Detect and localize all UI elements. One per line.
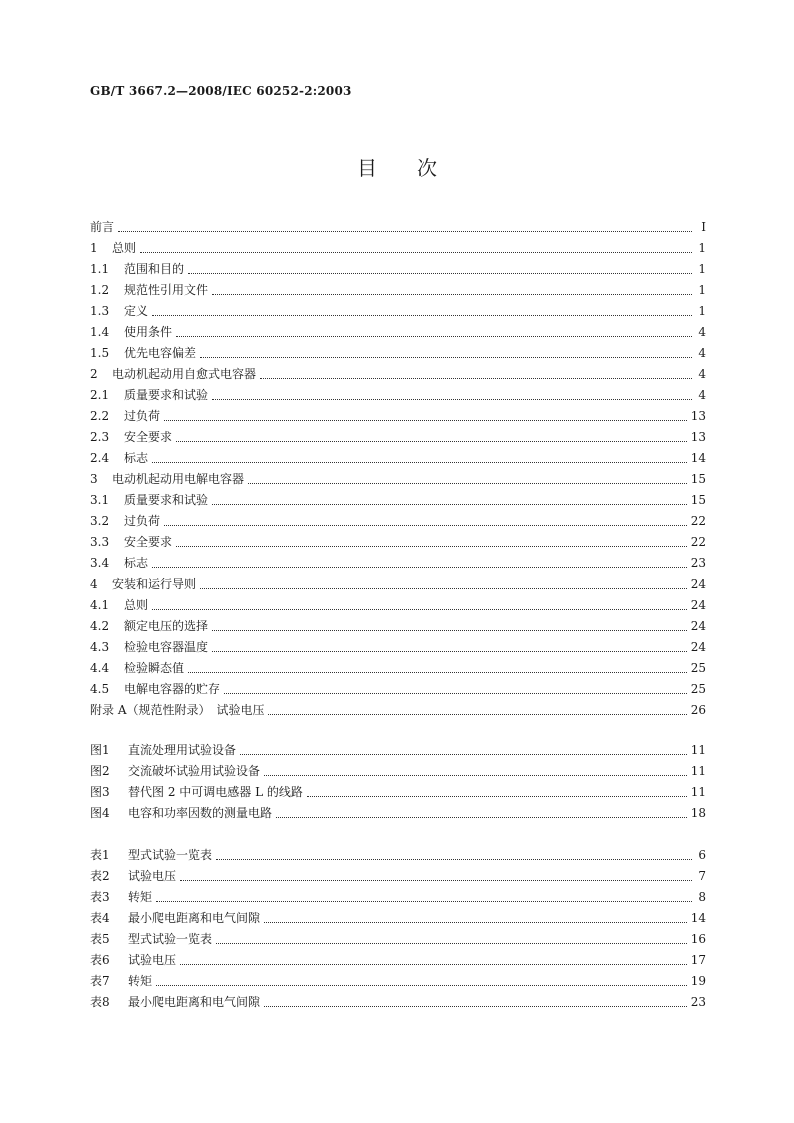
- section-number: 1.3: [90, 304, 110, 318]
- dot-leader: [180, 879, 692, 881]
- section-title: 过负荷: [124, 409, 161, 423]
- section-page-number: 14: [690, 451, 706, 465]
- table-title: 最小爬电距离和电气间隙: [128, 911, 261, 925]
- table-title: 最小爬电距离和电气间隙: [128, 995, 261, 1009]
- section-page-number: 4: [698, 388, 706, 402]
- section-title: 电动机起动用电解电容器: [112, 472, 245, 486]
- dot-leader: [188, 272, 692, 274]
- section-number: 1: [90, 241, 98, 255]
- figure-title: 交流破坏试验用试验设备: [128, 764, 261, 778]
- dot-leader: [152, 314, 692, 316]
- section-page-number: 24: [690, 619, 706, 633]
- section-title: 总则: [112, 241, 137, 255]
- section-title: 质量要求和试验: [124, 388, 209, 402]
- table-entry[interactable]: [90, 845, 706, 866]
- section-entry[interactable]: [90, 469, 706, 490]
- table-page-number: 6: [698, 848, 706, 862]
- dot-leader: [212, 503, 687, 505]
- section-title: 定义: [124, 304, 149, 318]
- section-entry[interactable]: [90, 490, 706, 511]
- table-number: 表1: [90, 848, 110, 862]
- toc-figures: [90, 740, 706, 824]
- section-number: 3: [90, 472, 98, 486]
- toc-tables: [90, 845, 706, 1013]
- section-number: 3.3: [90, 535, 110, 549]
- section-entry[interactable]: [90, 658, 706, 679]
- figure-entry[interactable]: [90, 782, 706, 803]
- figure-page-number: 18: [690, 806, 706, 820]
- dot-leader: [248, 482, 687, 484]
- section-page-number: 15: [690, 493, 706, 507]
- section-page-number: 15: [690, 472, 706, 486]
- section-number: 1.5: [90, 346, 110, 360]
- table-page-number: 23: [690, 995, 706, 1009]
- page-title: 目次: [357, 156, 477, 180]
- dot-leader: [212, 629, 687, 631]
- figure-number: 图2: [90, 764, 110, 778]
- dot-leader: [152, 461, 687, 463]
- table-number: 表5: [90, 932, 110, 946]
- section-title: 检验电容器温度: [124, 640, 209, 654]
- dot-leader: [176, 440, 687, 442]
- section-entry[interactable]: [90, 322, 706, 343]
- section-number: 4.3: [90, 640, 110, 654]
- section-page-number: 25: [690, 682, 706, 696]
- section-number: 2: [90, 367, 98, 381]
- dot-leader: [212, 650, 687, 652]
- section-number: 2.2: [90, 409, 110, 423]
- table-entry[interactable]: [90, 908, 706, 929]
- dot-leader: [260, 377, 692, 379]
- table-number: 表2: [90, 869, 110, 883]
- section-entry[interactable]: [90, 616, 706, 637]
- dot-leader: [276, 816, 687, 818]
- dot-leader: [216, 942, 687, 944]
- section-title: 安装和运行导则: [112, 577, 197, 591]
- dot-leader: [212, 293, 692, 295]
- section-page-number: 25: [690, 661, 706, 675]
- toc-sections: [90, 217, 706, 721]
- table-entry[interactable]: [90, 971, 706, 992]
- section-number: 1.4: [90, 325, 110, 339]
- section-number: 3.2: [90, 514, 110, 528]
- figure-number: 图4: [90, 806, 110, 820]
- section-number: 4: [90, 577, 98, 591]
- section-page-number: 4: [698, 346, 706, 360]
- section-number: 1.2: [90, 283, 110, 297]
- section-entry[interactable]: [90, 448, 706, 469]
- section-page-number: 1: [698, 241, 706, 255]
- section-number: 4.4: [90, 661, 110, 675]
- section-page-number: 26: [690, 703, 706, 717]
- dot-leader: [200, 356, 692, 358]
- section-page-number: 1: [698, 262, 706, 276]
- figure-page-number: 11: [690, 785, 706, 799]
- section-entry[interactable]: [90, 343, 706, 364]
- figure-page-number: 11: [690, 764, 706, 778]
- section-entry[interactable]: [90, 532, 706, 553]
- table-entry[interactable]: [90, 950, 706, 971]
- section-number: 4.2: [90, 619, 110, 633]
- dot-leader: [224, 692, 687, 694]
- section-entry[interactable]: [90, 427, 706, 448]
- table-page-number: 7: [698, 869, 706, 883]
- dot-leader: [200, 587, 687, 589]
- section-title: 规范性引用文件: [124, 283, 209, 297]
- section-page-number: 13: [690, 430, 706, 444]
- table-number: 表7: [90, 974, 110, 988]
- dot-leader: [264, 1005, 687, 1007]
- section-number: 4.1: [90, 598, 110, 612]
- table-entry[interactable]: [90, 929, 706, 950]
- section-page-number: 23: [690, 556, 706, 570]
- section-entry[interactable]: [90, 217, 706, 238]
- table-title: 转矩: [128, 890, 153, 904]
- section-page-number: 24: [690, 598, 706, 612]
- dot-leader: [264, 921, 687, 923]
- dot-leader: [140, 251, 692, 253]
- section-title: 附录 A（规范性附录） 试验电压: [90, 703, 265, 717]
- dot-leader: [152, 566, 687, 568]
- table-page-number: 16: [690, 932, 706, 946]
- figure-number: 图1: [90, 743, 110, 757]
- table-number: 表4: [90, 911, 110, 925]
- dot-leader: [268, 713, 686, 715]
- section-page-number: 13: [690, 409, 706, 423]
- section-title: 电解电容器的贮存: [124, 682, 221, 696]
- section-title: 安全要求: [124, 535, 173, 549]
- section-entry[interactable]: [90, 679, 706, 700]
- section-page-number: Ⅰ: [701, 220, 706, 234]
- table-page-number: 19: [690, 974, 706, 988]
- section-page-number: 22: [690, 535, 706, 549]
- section-entry[interactable]: [90, 406, 706, 427]
- section-number: 2.4: [90, 451, 110, 465]
- section-entry[interactable]: [90, 700, 706, 721]
- section-title: 优先电容偏差: [124, 346, 197, 360]
- figure-page-number: 11: [690, 743, 706, 757]
- document-code: GB/T 3667.2—2008/IEC 60252-2:2003: [90, 84, 352, 98]
- section-number: 2.3: [90, 430, 110, 444]
- section-page-number: 1: [698, 283, 706, 297]
- section-number: 1.1: [90, 262, 110, 276]
- dot-leader: [240, 753, 687, 755]
- section-entry[interactable]: [90, 364, 706, 385]
- table-entry[interactable]: [90, 992, 706, 1013]
- section-title: 过负荷: [124, 514, 161, 528]
- section-entry[interactable]: [90, 595, 706, 616]
- dot-leader: [152, 608, 687, 610]
- section-entry[interactable]: [90, 574, 706, 595]
- table-title: 试验电压: [128, 953, 177, 967]
- section-page-number: 4: [698, 367, 706, 381]
- dot-leader: [176, 545, 687, 547]
- figure-title: 直流处理用试验设备: [128, 743, 237, 757]
- dot-leader: [188, 671, 687, 673]
- table-page-number: 14: [690, 911, 706, 925]
- section-title: 前言: [90, 220, 115, 234]
- table-title: 试验电压: [128, 869, 177, 883]
- table-title: 型式试验一览表: [128, 848, 213, 862]
- dot-leader: [156, 900, 692, 902]
- section-number: 3.4: [90, 556, 110, 570]
- section-entry[interactable]: [90, 553, 706, 574]
- figure-entry[interactable]: [90, 803, 706, 824]
- section-number: 4.5: [90, 682, 110, 696]
- figure-entry[interactable]: [90, 740, 706, 761]
- section-title: 标志: [124, 556, 149, 570]
- figure-title: 替代图 2 中可调电感器 L 的线路: [128, 785, 303, 799]
- dot-leader: [180, 963, 687, 965]
- section-page-number: 4: [698, 325, 706, 339]
- table-number: 表3: [90, 890, 110, 904]
- section-number: 2.1: [90, 388, 110, 402]
- section-title: 电动机起动用自愈式电容器: [112, 367, 257, 381]
- section-title: 范围和目的: [124, 262, 185, 276]
- dot-leader: [264, 774, 687, 776]
- section-page-number: 24: [690, 640, 706, 654]
- section-title: 总则: [124, 598, 149, 612]
- section-page-number: 22: [690, 514, 706, 528]
- dot-leader: [164, 419, 687, 421]
- section-entry[interactable]: [90, 637, 706, 658]
- dot-leader: [216, 858, 692, 860]
- dot-leader: [212, 398, 692, 400]
- table-page-number: 8: [698, 890, 706, 904]
- section-title: 标志: [124, 451, 149, 465]
- section-title: 使用条件: [124, 325, 173, 339]
- dot-leader: [164, 524, 687, 526]
- table-title: 转矩: [128, 974, 153, 988]
- section-title: 安全要求: [124, 430, 173, 444]
- section-entry[interactable]: [90, 280, 706, 301]
- section-title: 额定电压的选择: [124, 619, 209, 633]
- dot-leader: [156, 984, 687, 986]
- figure-entry[interactable]: [90, 761, 706, 782]
- table-number: 表6: [90, 953, 110, 967]
- dot-leader: [307, 795, 687, 797]
- table-entry[interactable]: [90, 866, 706, 887]
- section-entry[interactable]: [90, 259, 706, 280]
- figure-title: 电容和功率因数的测量电路: [128, 806, 273, 820]
- section-entry[interactable]: [90, 385, 706, 406]
- section-entry[interactable]: [90, 511, 706, 532]
- section-entry[interactable]: [90, 238, 706, 259]
- dot-leader: [118, 230, 692, 232]
- section-entry[interactable]: [90, 301, 706, 322]
- table-number: 表8: [90, 995, 110, 1009]
- table-page-number: 17: [690, 953, 706, 967]
- figure-number: 图3: [90, 785, 110, 799]
- section-page-number: 1: [698, 304, 706, 318]
- section-number: 3.1: [90, 493, 110, 507]
- table-title: 型式试验一览表: [128, 932, 213, 946]
- section-page-number: 24: [690, 577, 706, 591]
- section-title: 质量要求和试验: [124, 493, 209, 507]
- section-title: 检验瞬态值: [124, 661, 185, 675]
- table-entry[interactable]: [90, 887, 706, 908]
- dot-leader: [176, 335, 692, 337]
